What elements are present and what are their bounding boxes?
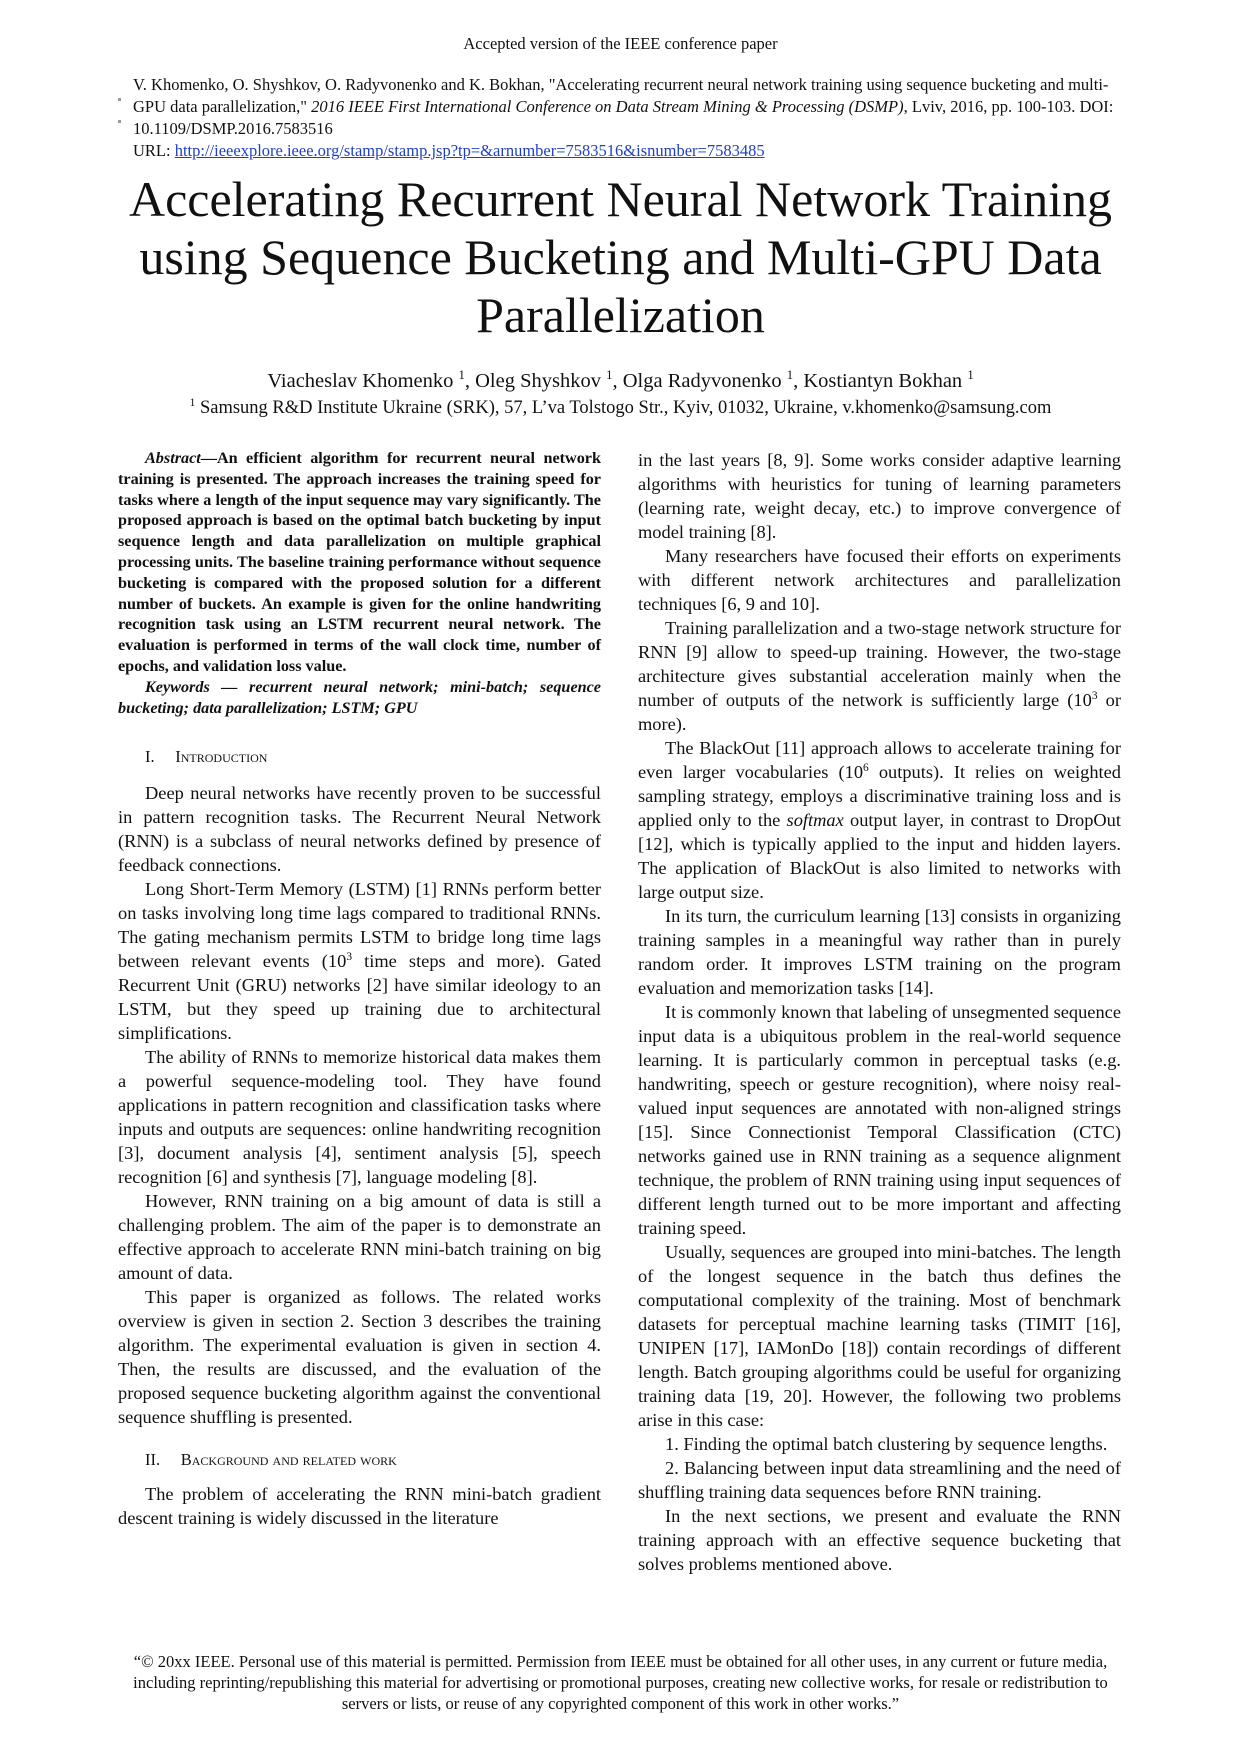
author-affil-mark: 1 [606,368,613,383]
affiliation-text: Samsung R&D Institute Ukraine (SRK), 57, L’va Tolstogo Str., Kyiv, 01032, Ukraine, v.khomenko@samsung.com [199,398,1052,418]
copyright-notice: “© 20xx IEEE. Personal use of this material is permitted. Permission from IEEE must be obtained for all other uses, in any current or future media, including reprinting/republishing this material for advertising or promotional purposes, creating new collective works, for resale or redistribution to servers or lists, or reuse of any copyrighted component of this work in other works.” [133,1652,1108,1713]
paper-title: Accelerating Recurrent Neural Network Training using Sequence Bucketing and Multi-GPU Data Parallelization [128,171,1112,343]
left-column [118,448,601,1530]
author-affil-mark: 1 [458,368,465,383]
affiliation-mark: 1 [189,396,196,409]
paragraph: Deep neural networks have recently proven to be successful in pattern recognition tasks. The Recurrent Neural Network (RNN) is a subclass of neural networks defined by presence of feedback connections. [118,783,601,876]
author-name: Olga Radyvonenko [622,370,782,392]
author-affil-mark: 1 [786,368,794,383]
author-name: Oleg Shyshkov [475,370,601,392]
paragraph: The ability of RNNs to memorize historical data makes them a powerful sequence-modeling tool. They have found applications in pattern recognition and classification tasks where inputs and outputs are sequences: online handwriting recognition [3], document analysis [4], sentiment analysis [5], speech recognition [6] and synthesis [7], language modeling [8]. [118,1047,601,1188]
citation-url-label: URL: [133,141,171,160]
citation-block [133,74,1118,162]
author-name: Kostiantyn Bokhan [803,370,963,392]
list-item: 1. Finding the optimal batch clustering by sequence lengths. [665,1434,1108,1454]
margin-dot [118,98,121,101]
list-item: 2. Balancing between input data streamlining and the need of shuffling training data sequences before RNN training. [638,1458,1121,1502]
section-heading-background: II. Background and related work [145,1450,397,1470]
paragraph: However, RNN training on a big amount of data is still a challenging problem. The aim of the paper is to demonstrate an effective approach to accelerate RNN mini-batch training on big amount of data. [118,1191,601,1284]
paragraph: Many researchers have focused their efforts on experiments with different network architectures and parallelization techniques [6, 9 and 10]. [638,546,1121,614]
author-list: Viacheslav Khomenko $^1$, Oleg Shyshkov $^1$, Olga Radyvonenko $^1$, Kostiantyn Bokhan $^1$ [267,368,974,392]
accepted-version-note: Accepted version of the IEEE conference paper [463,34,778,53]
right-column [638,448,1121,1576]
paragraph: This paper is organized as follows. The related works overview is given in section 2. Section 3 describes the training algorithm. The experimental evaluation is given in section 4. Then, the results are discussed, and the evaluation of the proposed sequence bucketing algorithm against the conventional sequence shuffling is presented. [118,1287,601,1428]
margin-dot [118,120,121,123]
section-heading-introduction: I. Introduction [145,747,268,767]
affiliation [0,398,1241,419]
paragraph: It is commonly known that labeling of unsegmented sequence input data is a ubiquitous problem in the real-world sequence learning. It is particularly common in perceptual tasks (e.g. handwriting, speech or gesture recognition), where noisy real-valued input sequences are annotated with non-aligned strings [15]. Since Connectionist Temporal Classification (CTC) networks gained use in RNN training as a sequence alignment technique, the problem of RNN training using input sequences of different length turned out to be more important and affecting training speed. [638,1002,1121,1238]
paragraph: Training parallelization and a two-stage network structure for RNN [9] allow to speed-up training. However, the two-stage architecture gives substantial acceleration mainly when the number of outputs of the network is sufficiently large ($10^3$ or more). [638,618,1121,734]
citation-authors-title: V. Khomenko, O. Shyshkov, O. Radyvonenko and K. Bokhan, "Accelerating recurrent neural network training using sequence bucketing and multi-GPU data parallelization," [133,75,1109,116]
abstract-text: —An efficient algorithm for recurrent neural network training is presented. The approach increases the training speed for tasks where a length of the input sequence may vary significantly. The proposed approach is based on the optimal batch bucketing by input sequence length and data parallelization on multiple graphical processing units. The baseline training performance without sequence bucketing is compared with the proposed solution for a different number of buckets. An example is given for the online handwriting recognition task using an LSTM recurrent neural network. The evaluation is performed in terms of the wall clock time, number of epochs, and validation loss value. [118,449,601,675]
paragraph: In the next sections, we present and evaluate the RNN training approach with an effective sequence bucketing that solves problems mentioned above. [638,1506,1121,1574]
paragraph: In its turn, the curriculum learning [13] consists in organizing training samples in a meaningful way rather than in purely random order. It improves LSTM training on the program evaluation and memorization tasks [14]. [638,906,1121,998]
paragraph: Long Short-Term Memory (LSTM) [1] RNNs perform better on tasks involving long time lags compared to traditional RNNs. The gating mechanism permits LSTM to bridge long time lags between relevant events ($10^3$ time steps and more). Gated Recurrent Unit (GRU) networks [2] have similar ideology to an LSTM, but they speed up training due to architectural simplifications. [118,879,601,1044]
author-affil-mark: 1 [967,368,974,383]
paragraph: in the last years [8, 9]. Some works consider adaptive learning algorithms with heuristics for tuning of learning parameters (learning rate, weight decay, etc.) to improve convergence of model training [8]. [638,450,1121,542]
citation-venue: 2016 IEEE First International Conference on Data Stream Mining & Processing (DSMP) [311,97,904,116]
abstract [118,448,601,677]
paragraph: Usually, sequences are grouped into mini-batches. The length of the longest sequence in the batch thus defines the computational complexity of the training. Most of benchmark datasets for perceptual machine learning tasks (TIMIT [16], UNIPEN [17], IAMonDo [18]) contain recordings of different length. Batch grouping algorithms could be useful for organizing training data [19, 20]. However, the following two problems arise in this case: [638,1242,1121,1430]
abstract-label: Abstract [145,449,201,467]
citation-url-link[interactable]: http://ieeexplore.ieee.org/stamp/stamp.jsp?tp=&arnumber=7583516&isnumber=7583485 [174,141,765,160]
paragraph: The problem of accelerating the RNN mini-batch gradient descent training is widely discussed in the literature [118,1484,601,1529]
keywords: Keywords — recurrent neural network; mini-batch; sequence bucketing; data parallelization; LSTM; GPU [118,677,601,717]
citation-details: , Lviv, 2016, pp. 100-103. DOI: 10.1109/DSMP.2016.7583516 [133,97,1114,138]
paragraph: The BlackOut [11] approach allows to accelerate training for even larger vocabularies ($10^6$ outputs). It relies on weighted sampling strategy, employs a discriminative training loss and is applied only to the softmax output layer, in contrast to DropOut [12], which is typically applied to the input and hidden layers. The application of BlackOut is also limited to networks with large output size. [638,738,1121,902]
author-name: Viacheslav Khomenko [267,370,454,392]
